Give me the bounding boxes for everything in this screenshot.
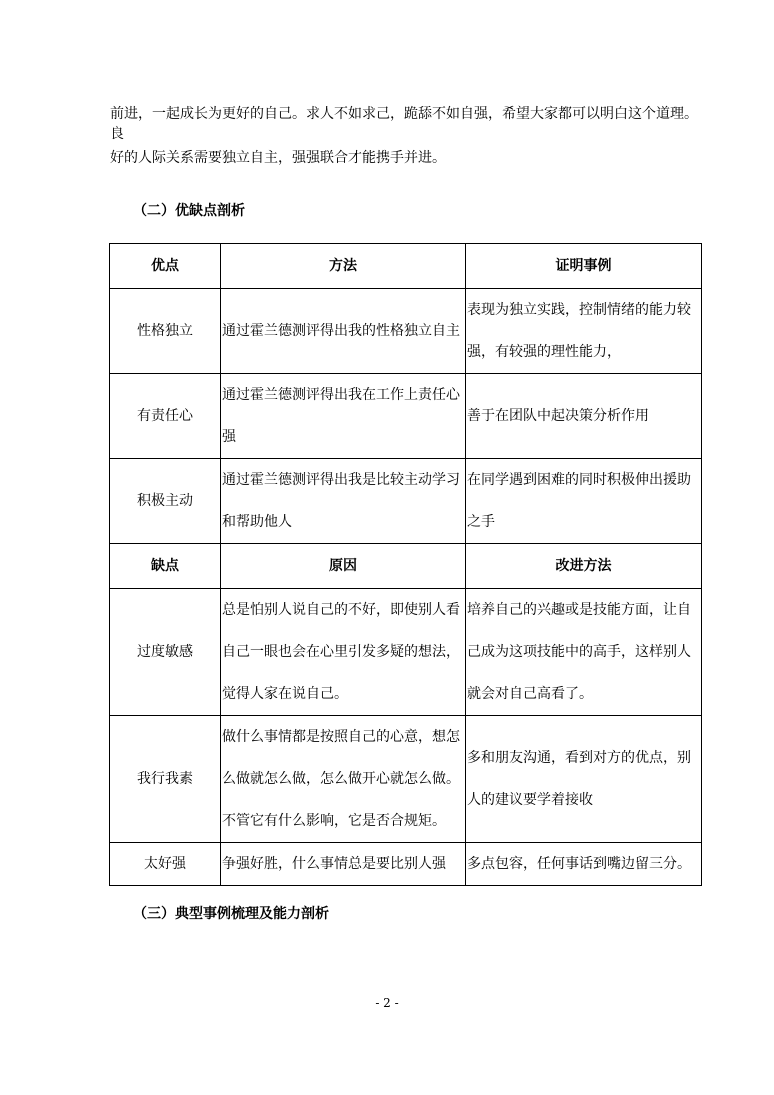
strengths-header-row: [110, 244, 702, 289]
page-number: - 2 -: [375, 996, 399, 1010]
weakness-name: 太好强: [110, 843, 221, 886]
weakness-improvement: 多点包容，任何事话到嘴边留三分。: [466, 843, 702, 886]
intro-line-2: 好的人际关系需要独立自主，强强联合才能携手并进。: [110, 150, 446, 166]
strength-method: 通过霍兰德测评得出我是比较主动学习和帮助他人: [221, 459, 466, 544]
strength-evidence: 在同学遇到困难的同时积极伸出援助之手: [466, 459, 702, 544]
weakness-reason: 争强好胜，什么事情总是要比别人强: [221, 843, 466, 886]
strength-name: 有责任心: [110, 374, 221, 459]
header-improvement: 改进方法: [466, 544, 702, 589]
strength-name: 性格独立: [110, 289, 221, 374]
weakness-name: 过度敏感: [110, 589, 221, 716]
header-strength: 优点: [110, 244, 221, 289]
strength-evidence: 善于在团队中起决策分析作用: [466, 374, 702, 459]
weakness-reason: 做什么事情都是按照自己的心意，想怎么做就怎么做，怎么做开心就怎么做。不管它有什么影响，它是否合规矩。: [221, 716, 466, 843]
weakness-name: 我行我素: [110, 716, 221, 843]
weaknesses-header-row: [110, 544, 702, 589]
strengths-weaknesses-table: [109, 243, 702, 886]
weakness-improvement: 多和朋友沟通，看到对方的优点，别人的建议要学着接收: [466, 716, 702, 843]
header-evidence: 证明事例: [466, 244, 702, 289]
strength-evidence: 表现为独立实践，控制情绪的能力较强，有较强的理性能力，: [466, 289, 702, 374]
table-row: [110, 374, 702, 459]
weakness-improvement: 培养自己的兴趣或是技能方面，让自己成为这项技能中的高手，这样别人就会对自己高看了。: [466, 589, 702, 716]
strength-method: 通过霍兰德测评得出我的性格独立自主: [221, 289, 466, 374]
strength-method: 通过霍兰德测评得出我在工作上责任心强: [221, 374, 466, 459]
strength-name: 积极主动: [110, 459, 221, 544]
table-row: [110, 589, 702, 716]
table-row: [110, 716, 702, 843]
table-row: [110, 289, 702, 374]
header-reason: 原因: [221, 544, 466, 589]
table-row: [110, 459, 702, 544]
table-row: [110, 843, 702, 886]
section-heading-strengths-weaknesses: （二）优缺点剖析: [133, 203, 245, 219]
header-weakness: 缺点: [110, 544, 221, 589]
header-method: 方法: [221, 244, 466, 289]
intro-line-1: 前进，一起成长为更好的自己。求人不如求己，跪舔不如自强，希望大家都可以明白这个道理。良: [110, 106, 698, 142]
weakness-reason: 总是怕别人说自己的不好，即使别人看自己一眼也会在心里引发多疑的想法，觉得人家在说自己。: [221, 589, 466, 716]
section-heading-typical-cases: （三）典型事例梳理及能力剖析: [133, 906, 329, 922]
